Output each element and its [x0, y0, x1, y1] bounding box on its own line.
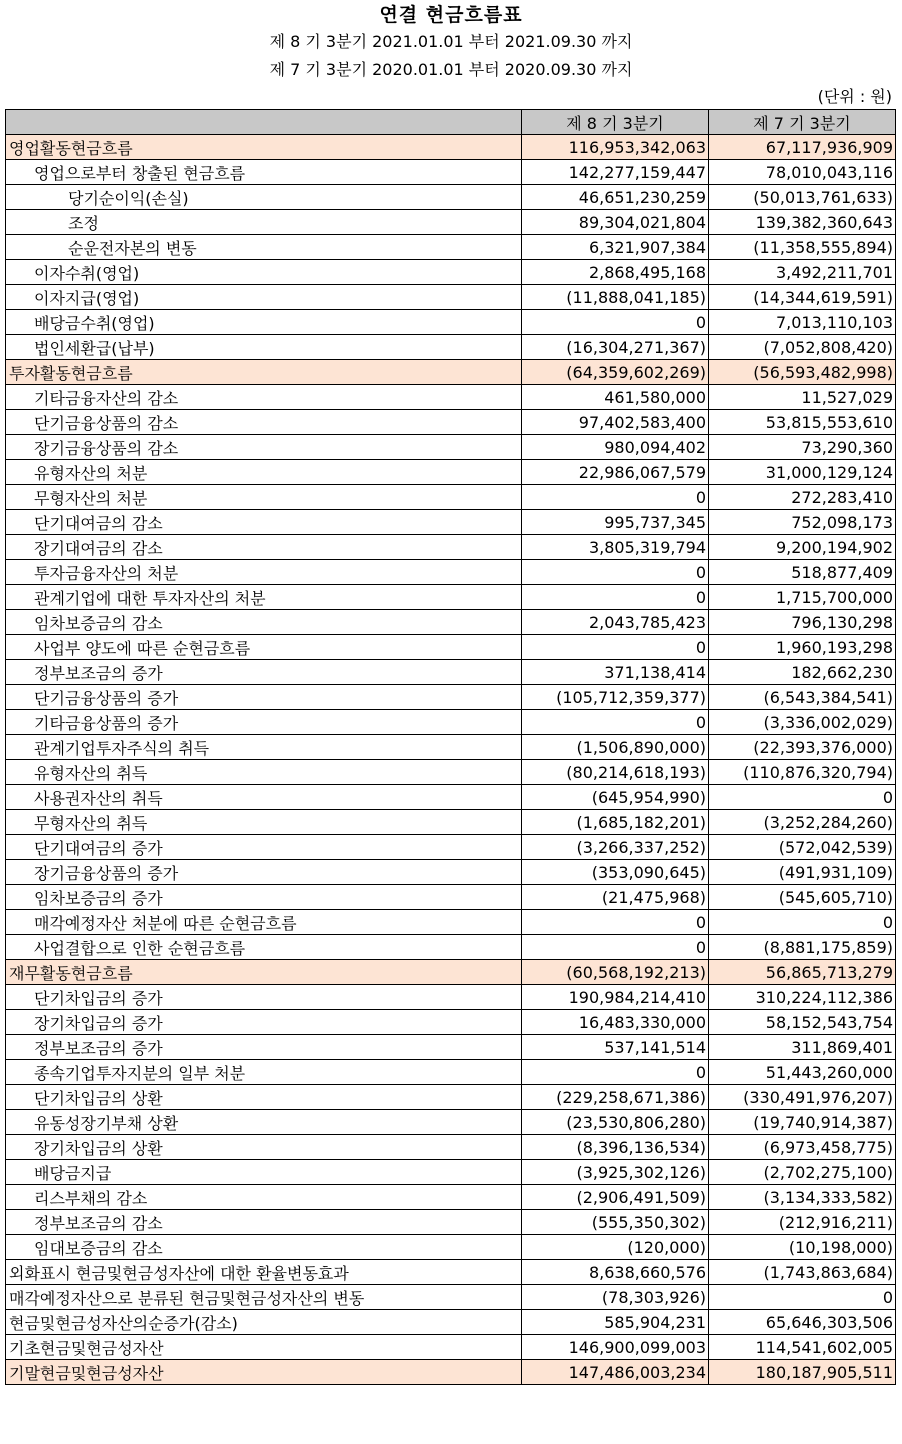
- row-label: 장기대여금의 감소: [6, 535, 522, 560]
- table-row: [6, 1035, 896, 1060]
- value-current: (64,359,602,269): [522, 360, 709, 385]
- value-prior: (2,702,275,100): [709, 1160, 896, 1185]
- period-current: 제 8 기 3분기 2021.01.01 부터 2021.09.30 까지: [269, 32, 633, 51]
- value-prior: 752,098,173: [709, 510, 896, 535]
- report-header: [0, 0, 902, 84]
- value-current: (120,000): [522, 1235, 709, 1260]
- value-prior: (14,344,619,591): [709, 285, 896, 310]
- table-row: [6, 685, 896, 710]
- row-label: 사업결합으로 인한 순현금흐름: [6, 935, 522, 960]
- row-label: 당기순이익(손실): [6, 185, 522, 210]
- value-current: 0: [522, 1060, 709, 1085]
- table-row: [6, 385, 896, 410]
- table-row: [6, 785, 896, 810]
- table-row: [6, 735, 896, 760]
- value-prior: 65,646,303,506: [709, 1310, 896, 1335]
- value-prior: 73,290,360: [709, 435, 896, 460]
- row-label: 기타금융자산의 감소: [6, 385, 522, 410]
- value-prior: (22,393,376,000): [709, 735, 896, 760]
- value-prior: (50,013,761,633): [709, 185, 896, 210]
- row-label: 정부보조금의 증가: [6, 1035, 522, 1060]
- table-row: [6, 660, 896, 685]
- row-label: 단기금융상품의 감소: [6, 410, 522, 435]
- value-current: 537,141,514: [522, 1035, 709, 1060]
- value-prior: 311,869,401: [709, 1035, 896, 1060]
- value-prior: 51,443,260,000: [709, 1060, 896, 1085]
- table-row: [6, 460, 896, 485]
- row-label: 관계기업투자주식의 취득: [6, 735, 522, 760]
- value-prior: (6,973,458,775): [709, 1135, 896, 1160]
- row-label: 투자활동현금흐름: [6, 360, 522, 385]
- row-label: 기말현금및현금성자산: [6, 1360, 522, 1385]
- value-prior: (6,543,384,541): [709, 685, 896, 710]
- value-current: (78,303,926): [522, 1285, 709, 1310]
- value-current: (2,906,491,509): [522, 1185, 709, 1210]
- value-prior: 1,960,193,298: [709, 635, 896, 660]
- table-row: [6, 435, 896, 460]
- value-current: (645,954,990): [522, 785, 709, 810]
- value-prior: 180,187,905,511: [709, 1360, 896, 1385]
- row-label: 단기대여금의 감소: [6, 510, 522, 535]
- value-prior: (56,593,482,998): [709, 360, 896, 385]
- row-label: 순운전자본의 변동: [6, 235, 522, 260]
- value-current: 6,321,907,384: [522, 235, 709, 260]
- value-current: 980,094,402: [522, 435, 709, 460]
- value-prior: (7,052,808,420): [709, 335, 896, 360]
- value-current: 8,638,660,576: [522, 1260, 709, 1285]
- value-prior: 0: [709, 1285, 896, 1310]
- table-row: [6, 910, 896, 935]
- table-body: [6, 135, 896, 1385]
- value-current: 461,580,000: [522, 385, 709, 410]
- value-current: 585,904,231: [522, 1310, 709, 1335]
- row-label: 정부보조금의 감소: [6, 1210, 522, 1235]
- table-row: [6, 210, 896, 235]
- row-label: 법인세환급(납부): [6, 335, 522, 360]
- value-prior: 139,382,360,643: [709, 210, 896, 235]
- value-prior: (491,931,109): [709, 860, 896, 885]
- row-label: 현금및현금성자산의순증가(감소): [6, 1310, 522, 1335]
- table-row: [6, 1185, 896, 1210]
- value-prior: 67,117,936,909: [709, 135, 896, 160]
- table-row: [6, 610, 896, 635]
- value-prior: (110,876,320,794): [709, 760, 896, 785]
- row-label: 리스부채의 감소: [6, 1185, 522, 1210]
- value-current: (80,214,618,193): [522, 760, 709, 785]
- value-current: 995,737,345: [522, 510, 709, 535]
- value-prior: (212,916,211): [709, 1210, 896, 1235]
- value-current: 147,486,003,234: [522, 1360, 709, 1385]
- table-row: [6, 260, 896, 285]
- value-prior: (1,743,863,684): [709, 1260, 896, 1285]
- value-current: 371,138,414: [522, 660, 709, 685]
- value-prior: 518,877,409: [709, 560, 896, 585]
- row-label: 유형자산의 처분: [6, 460, 522, 485]
- row-label: 임대보증금의 감소: [6, 1235, 522, 1260]
- value-current: 0: [522, 585, 709, 610]
- row-label: 영업으로부터 창출된 현금흐름: [6, 160, 522, 185]
- value-prior: 310,224,112,386: [709, 985, 896, 1010]
- row-label: 재무활동현금흐름: [6, 960, 522, 985]
- value-current: 22,986,067,579: [522, 460, 709, 485]
- value-current: (105,712,359,377): [522, 685, 709, 710]
- value-current: (1,685,182,201): [522, 810, 709, 835]
- value-current: 0: [522, 710, 709, 735]
- row-label: 배당금지급: [6, 1160, 522, 1185]
- value-current: 0: [522, 635, 709, 660]
- table-row: [6, 410, 896, 435]
- row-label: 관계기업에 대한 투자자산의 처분: [6, 585, 522, 610]
- value-current: 0: [522, 560, 709, 585]
- value-prior: 11,527,029: [709, 385, 896, 410]
- value-prior: 272,283,410: [709, 485, 896, 510]
- value-prior: 56,865,713,279: [709, 960, 896, 985]
- table-row: [6, 185, 896, 210]
- value-prior: (10,198,000): [709, 1235, 896, 1260]
- value-current: 16,483,330,000: [522, 1010, 709, 1035]
- value-prior: (3,336,002,029): [709, 710, 896, 735]
- row-label: 임차보증금의 증가: [6, 885, 522, 910]
- value-prior: 58,152,543,754: [709, 1010, 896, 1035]
- row-label: 무형자산의 처분: [6, 485, 522, 510]
- table-row: [6, 1260, 896, 1285]
- value-prior: 31,000,129,124: [709, 460, 896, 485]
- row-label: 매각예정자산 처분에 따른 순현금흐름: [6, 910, 522, 935]
- row-label: 조정: [6, 210, 522, 235]
- value-current: 89,304,021,804: [522, 210, 709, 235]
- row-label: 무형자산의 취득: [6, 810, 522, 835]
- table-row: [6, 235, 896, 260]
- value-current: 116,953,342,063: [522, 135, 709, 160]
- table-row: [6, 960, 896, 985]
- value-current: (21,475,968): [522, 885, 709, 910]
- row-label: 영업활동현금흐름: [6, 135, 522, 160]
- row-label: 장기금융상품의 증가: [6, 860, 522, 885]
- row-label: 단기차입금의 증가: [6, 985, 522, 1010]
- value-current: (229,258,671,386): [522, 1085, 709, 1110]
- value-prior: 114,541,602,005: [709, 1335, 896, 1360]
- value-prior: 9,200,194,902: [709, 535, 896, 560]
- table-row: [6, 1335, 896, 1360]
- table-row: [6, 935, 896, 960]
- table-row: [6, 1360, 896, 1385]
- table-row: [6, 360, 896, 385]
- table-row: [6, 485, 896, 510]
- row-label: 장기차입금의 상환: [6, 1135, 522, 1160]
- value-current: 0: [522, 910, 709, 935]
- table-row: [6, 160, 896, 185]
- value-current: (23,530,806,280): [522, 1110, 709, 1135]
- table-row: [6, 1085, 896, 1110]
- table-row: [6, 810, 896, 835]
- report-title: 연결 현금흐름표: [379, 4, 523, 26]
- value-prior: (3,134,333,582): [709, 1185, 896, 1210]
- value-prior: 53,815,553,610: [709, 410, 896, 435]
- table-row: [6, 535, 896, 560]
- value-prior: 796,130,298: [709, 610, 896, 635]
- table-row: [6, 710, 896, 735]
- value-prior: 182,662,230: [709, 660, 896, 685]
- value-current: (1,506,890,000): [522, 735, 709, 760]
- value-prior: (330,491,976,207): [709, 1085, 896, 1110]
- row-label: 배당금수취(영업): [6, 310, 522, 335]
- table-row: [6, 1110, 896, 1135]
- table-row: [6, 1210, 896, 1235]
- row-label: 사용권자산의 취득: [6, 785, 522, 810]
- period-prior: 제 7 기 3분기 2020.01.01 부터 2020.09.30 까지: [269, 60, 633, 79]
- value-current: 2,043,785,423: [522, 610, 709, 635]
- value-prior: (8,881,175,859): [709, 935, 896, 960]
- row-label: 사업부 양도에 따른 순현금흐름: [6, 635, 522, 660]
- value-current: (60,568,192,213): [522, 960, 709, 985]
- table-row: [6, 285, 896, 310]
- row-label: 유동성장기부채 상환: [6, 1110, 522, 1135]
- row-label: 기타금융상품의 증가: [6, 710, 522, 735]
- row-label: 매각예정자산으로 분류된 현금및현금성자산의 변동: [6, 1285, 522, 1310]
- row-label: 단기차입금의 상환: [6, 1085, 522, 1110]
- value-current: (555,350,302): [522, 1210, 709, 1235]
- table-row: [6, 585, 896, 610]
- table-row: [6, 1160, 896, 1185]
- value-current: (8,396,136,534): [522, 1135, 709, 1160]
- value-prior: 0: [709, 785, 896, 810]
- row-label: 단기금융상품의 증가: [6, 685, 522, 710]
- table-row: [6, 510, 896, 535]
- value-prior: (11,358,555,894): [709, 235, 896, 260]
- column-header-current: 제 8 기 3분기: [522, 110, 709, 135]
- value-prior: (545,605,710): [709, 885, 896, 910]
- table-row: [6, 1010, 896, 1035]
- unit-label: (단위 : 원): [817, 87, 892, 106]
- row-label: 이자지급(영업): [6, 285, 522, 310]
- value-current: 0: [522, 935, 709, 960]
- table-row: [6, 310, 896, 335]
- row-label: 정부보조금의 증가: [6, 660, 522, 685]
- value-current: 97,402,583,400: [522, 410, 709, 435]
- value-prior: 0: [709, 910, 896, 935]
- table-row: [6, 985, 896, 1010]
- row-label: 장기금융상품의 감소: [6, 435, 522, 460]
- value-current: 190,984,214,410: [522, 985, 709, 1010]
- table-row: [6, 1310, 896, 1335]
- column-header-prior: 제 7 기 3분기: [709, 110, 896, 135]
- value-current: (11,888,041,185): [522, 285, 709, 310]
- value-prior: (572,042,539): [709, 835, 896, 860]
- table-row: [6, 1235, 896, 1260]
- table-row: [6, 635, 896, 660]
- value-prior: 7,013,110,103: [709, 310, 896, 335]
- row-label: 외화표시 현금및현금성자산에 대한 환율변동효과: [6, 1260, 522, 1285]
- value-current: (3,266,337,252): [522, 835, 709, 860]
- table-row: [6, 1285, 896, 1310]
- table-row: [6, 135, 896, 160]
- value-prior: (3,252,284,260): [709, 810, 896, 835]
- value-current: 2,868,495,168: [522, 260, 709, 285]
- value-current: 0: [522, 485, 709, 510]
- row-label: 종속기업투자지분의 일부 처분: [6, 1060, 522, 1085]
- row-label: 단기대여금의 증가: [6, 835, 522, 860]
- value-prior: 3,492,211,701: [709, 260, 896, 285]
- value-prior: 78,010,043,116: [709, 160, 896, 185]
- row-label: 임차보증금의 감소: [6, 610, 522, 635]
- row-label: 유형자산의 취득: [6, 760, 522, 785]
- table-row: [6, 560, 896, 585]
- value-current: 146,900,099,003: [522, 1335, 709, 1360]
- row-label: 기초현금및현금성자산: [6, 1335, 522, 1360]
- table-row: [6, 1060, 896, 1085]
- row-label: 투자금융자산의 처분: [6, 560, 522, 585]
- value-current: (3,925,302,126): [522, 1160, 709, 1185]
- row-label: 이자수취(영업): [6, 260, 522, 285]
- value-current: (16,304,271,367): [522, 335, 709, 360]
- value-current: 3,805,319,794: [522, 535, 709, 560]
- value-current: 142,277,159,447: [522, 160, 709, 185]
- table-row: [6, 885, 896, 910]
- table-row: [6, 335, 896, 360]
- table-row: [6, 1135, 896, 1160]
- value-current: (353,090,645): [522, 860, 709, 885]
- value-prior: 1,715,700,000: [709, 585, 896, 610]
- value-current: 46,651,230,259: [522, 185, 709, 210]
- column-header-item: [6, 110, 522, 135]
- cash-flow-table: [5, 109, 896, 1385]
- value-prior: (19,740,914,387): [709, 1110, 896, 1135]
- value-current: 0: [522, 310, 709, 335]
- table-row: [6, 860, 896, 885]
- row-label: 장기차입금의 증가: [6, 1010, 522, 1035]
- table-row: [6, 760, 896, 785]
- table-header-row: [6, 110, 896, 135]
- table-row: [6, 835, 896, 860]
